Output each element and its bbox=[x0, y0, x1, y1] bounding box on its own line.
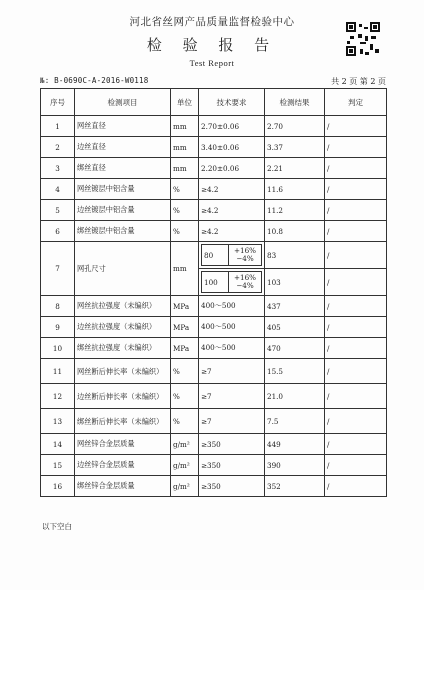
row-no: 9 bbox=[41, 317, 75, 338]
row-verdict: / bbox=[325, 137, 387, 158]
row-result: 405 bbox=[265, 317, 325, 338]
table-row bbox=[41, 116, 387, 137]
row-unit: mm bbox=[171, 158, 199, 179]
table-row bbox=[41, 200, 387, 221]
row-result: 11.6 bbox=[265, 179, 325, 200]
table-row bbox=[41, 434, 387, 455]
row-no: 13 bbox=[41, 409, 75, 434]
row-unit: % bbox=[171, 179, 199, 200]
row-requirement: ≥4.2 bbox=[199, 221, 265, 242]
row-result: 2.70 bbox=[265, 116, 325, 137]
row-unit: % bbox=[171, 409, 199, 434]
row-verdict: / bbox=[325, 338, 387, 359]
mesh-nominal: 100 bbox=[202, 272, 229, 293]
row-item: 边丝锌合金层质量 bbox=[75, 455, 171, 476]
row-result: 103 bbox=[265, 269, 325, 296]
tolerance-plus: +16% bbox=[234, 273, 256, 282]
tolerance-minus: −4% bbox=[236, 281, 254, 290]
col-header-no: 序号 bbox=[41, 89, 75, 116]
row-no: 3 bbox=[41, 158, 75, 179]
row-verdict: / bbox=[325, 221, 387, 242]
mesh-tolerance bbox=[229, 245, 262, 266]
row-result: 352 bbox=[265, 476, 325, 497]
mesh-requirement-80 bbox=[199, 242, 265, 269]
row-unit: % bbox=[171, 359, 199, 384]
row-no: 11 bbox=[41, 359, 75, 384]
row-unit: g/m² bbox=[171, 455, 199, 476]
row-item: 网丝断后伸长率（未编织） bbox=[75, 359, 171, 384]
row-result: 449 bbox=[265, 434, 325, 455]
row-result: 11.2 bbox=[265, 200, 325, 221]
row-verdict: / bbox=[325, 158, 387, 179]
table-row bbox=[41, 179, 387, 200]
report-number: №: B-0690C-A-2016-W0118 bbox=[40, 76, 149, 85]
row-verdict: / bbox=[325, 200, 387, 221]
row-no: 8 bbox=[41, 296, 75, 317]
col-header-result: 检测结果 bbox=[265, 89, 325, 116]
page-count: 共 2 页 第 2 页 bbox=[331, 77, 386, 86]
row-verdict: / bbox=[325, 409, 387, 434]
row-unit: MPa bbox=[171, 338, 199, 359]
table-row bbox=[41, 359, 387, 384]
row-verdict: / bbox=[325, 476, 387, 497]
report-subtitle: Test Report bbox=[189, 58, 235, 68]
col-header-verdict: 判定 bbox=[325, 89, 387, 116]
row-verdict: / bbox=[325, 179, 387, 200]
row-unit: g/m² bbox=[171, 434, 199, 455]
col-header-unit: 单位 bbox=[171, 89, 199, 116]
col-header-item: 检测项目 bbox=[75, 89, 171, 116]
row-verdict: / bbox=[325, 269, 387, 296]
row-result: 83 bbox=[265, 242, 325, 269]
tolerance-plus: +16% bbox=[234, 246, 256, 255]
row-requirement: ≥7 bbox=[199, 409, 265, 434]
table-row bbox=[41, 317, 387, 338]
table-row bbox=[41, 409, 387, 434]
row-unit: % bbox=[171, 221, 199, 242]
row-verdict: / bbox=[325, 384, 387, 409]
row-result: 437 bbox=[265, 296, 325, 317]
mesh-tolerance bbox=[229, 272, 262, 293]
row-no: 2 bbox=[41, 137, 75, 158]
row-verdict: / bbox=[325, 242, 387, 269]
row-item: 边丝断后伸长率（未编织） bbox=[75, 384, 171, 409]
row-item: 网丝直径 bbox=[75, 116, 171, 137]
row-no: 15 bbox=[41, 455, 75, 476]
row-item: 网孔尺寸 bbox=[75, 242, 171, 296]
row-result: 2.21 bbox=[265, 158, 325, 179]
report-title: 检 验 报 告 bbox=[146, 36, 278, 54]
row-unit: % bbox=[171, 200, 199, 221]
row-requirement: ≥4.2 bbox=[199, 179, 265, 200]
row-item: 绑丝镀层中铝含量 bbox=[75, 221, 171, 242]
table-header-row bbox=[41, 89, 387, 116]
row-requirement: ≥7 bbox=[199, 359, 265, 384]
row-requirement: ≥350 bbox=[199, 455, 265, 476]
test-results-table bbox=[40, 88, 387, 497]
row-unit: MPa bbox=[171, 296, 199, 317]
row-result: 10.8 bbox=[265, 221, 325, 242]
tolerance-minus: −4% bbox=[236, 254, 254, 263]
row-item: 绑丝断后伸长率（未编织） bbox=[75, 409, 171, 434]
col-header-requirement: 技术要求 bbox=[199, 89, 265, 116]
mesh-nominal: 80 bbox=[202, 245, 229, 266]
row-requirement: ≥350 bbox=[199, 434, 265, 455]
row-unit: g/m² bbox=[171, 476, 199, 497]
row-requirement: ≥350 bbox=[199, 476, 265, 497]
row-no: 7 bbox=[41, 242, 75, 296]
blank-below-note: 以下空白 bbox=[42, 522, 72, 531]
row-item: 边丝镀层中铝含量 bbox=[75, 200, 171, 221]
row-result: 7.5 bbox=[265, 409, 325, 434]
row-no: 4 bbox=[41, 179, 75, 200]
row-requirement: ≥4.2 bbox=[199, 200, 265, 221]
row-item: 网丝锌合金层质量 bbox=[75, 434, 171, 455]
row-no: 5 bbox=[41, 200, 75, 221]
table-row bbox=[41, 455, 387, 476]
row-no: 16 bbox=[41, 476, 75, 497]
row-requirement: 3.40±0.06 bbox=[199, 137, 265, 158]
row-result: 21.0 bbox=[265, 384, 325, 409]
row-verdict: / bbox=[325, 296, 387, 317]
row-item: 网丝抗拉强度（未编织） bbox=[75, 296, 171, 317]
row-verdict: / bbox=[325, 434, 387, 455]
row-unit: mm bbox=[171, 242, 199, 296]
table-row bbox=[41, 338, 387, 359]
table-row bbox=[41, 384, 387, 409]
table-row bbox=[41, 296, 387, 317]
row-verdict: / bbox=[325, 359, 387, 384]
row-result: 15.5 bbox=[265, 359, 325, 384]
table-row bbox=[41, 476, 387, 497]
row-no: 1 bbox=[41, 116, 75, 137]
row-result: 390 bbox=[265, 455, 325, 476]
row-verdict: / bbox=[325, 116, 387, 137]
row-requirement: 400～500 bbox=[199, 317, 265, 338]
table-row bbox=[41, 137, 387, 158]
organization-name: 河北省丝网产品质量监督检验中心 bbox=[129, 16, 295, 28]
row-no: 12 bbox=[41, 384, 75, 409]
row-verdict: / bbox=[325, 455, 387, 476]
row-unit: MPa bbox=[171, 317, 199, 338]
row-result: 3.37 bbox=[265, 137, 325, 158]
mesh-requirement-100 bbox=[199, 269, 265, 296]
row-result: 470 bbox=[265, 338, 325, 359]
row-item: 绑丝锌合金层质量 bbox=[75, 476, 171, 497]
row-no: 10 bbox=[41, 338, 75, 359]
row-no: 6 bbox=[41, 221, 75, 242]
row-item: 绑丝直径 bbox=[75, 158, 171, 179]
row-item: 绑丝抗拉强度（未编织） bbox=[75, 338, 171, 359]
row-requirement: 400～500 bbox=[199, 296, 265, 317]
row-requirement: 2.70±0.06 bbox=[199, 116, 265, 137]
row-requirement: ≥7 bbox=[199, 384, 265, 409]
row-requirement: 2.20±0.06 bbox=[199, 158, 265, 179]
row-unit: % bbox=[171, 384, 199, 409]
row-requirement: 400～500 bbox=[199, 338, 265, 359]
row-item: 网丝镀层中铝含量 bbox=[75, 179, 171, 200]
row-unit: mm bbox=[171, 116, 199, 137]
row-no: 14 bbox=[41, 434, 75, 455]
row-unit: mm bbox=[171, 137, 199, 158]
page-background bbox=[0, 590, 424, 700]
table-row bbox=[41, 158, 387, 179]
table-row bbox=[41, 221, 387, 242]
row-item: 边丝直径 bbox=[75, 137, 171, 158]
row-verdict: / bbox=[325, 317, 387, 338]
qr-code-icon bbox=[346, 22, 380, 56]
row-item: 边丝抗拉强度（未编织） bbox=[75, 317, 171, 338]
mesh-size-row bbox=[41, 242, 387, 269]
